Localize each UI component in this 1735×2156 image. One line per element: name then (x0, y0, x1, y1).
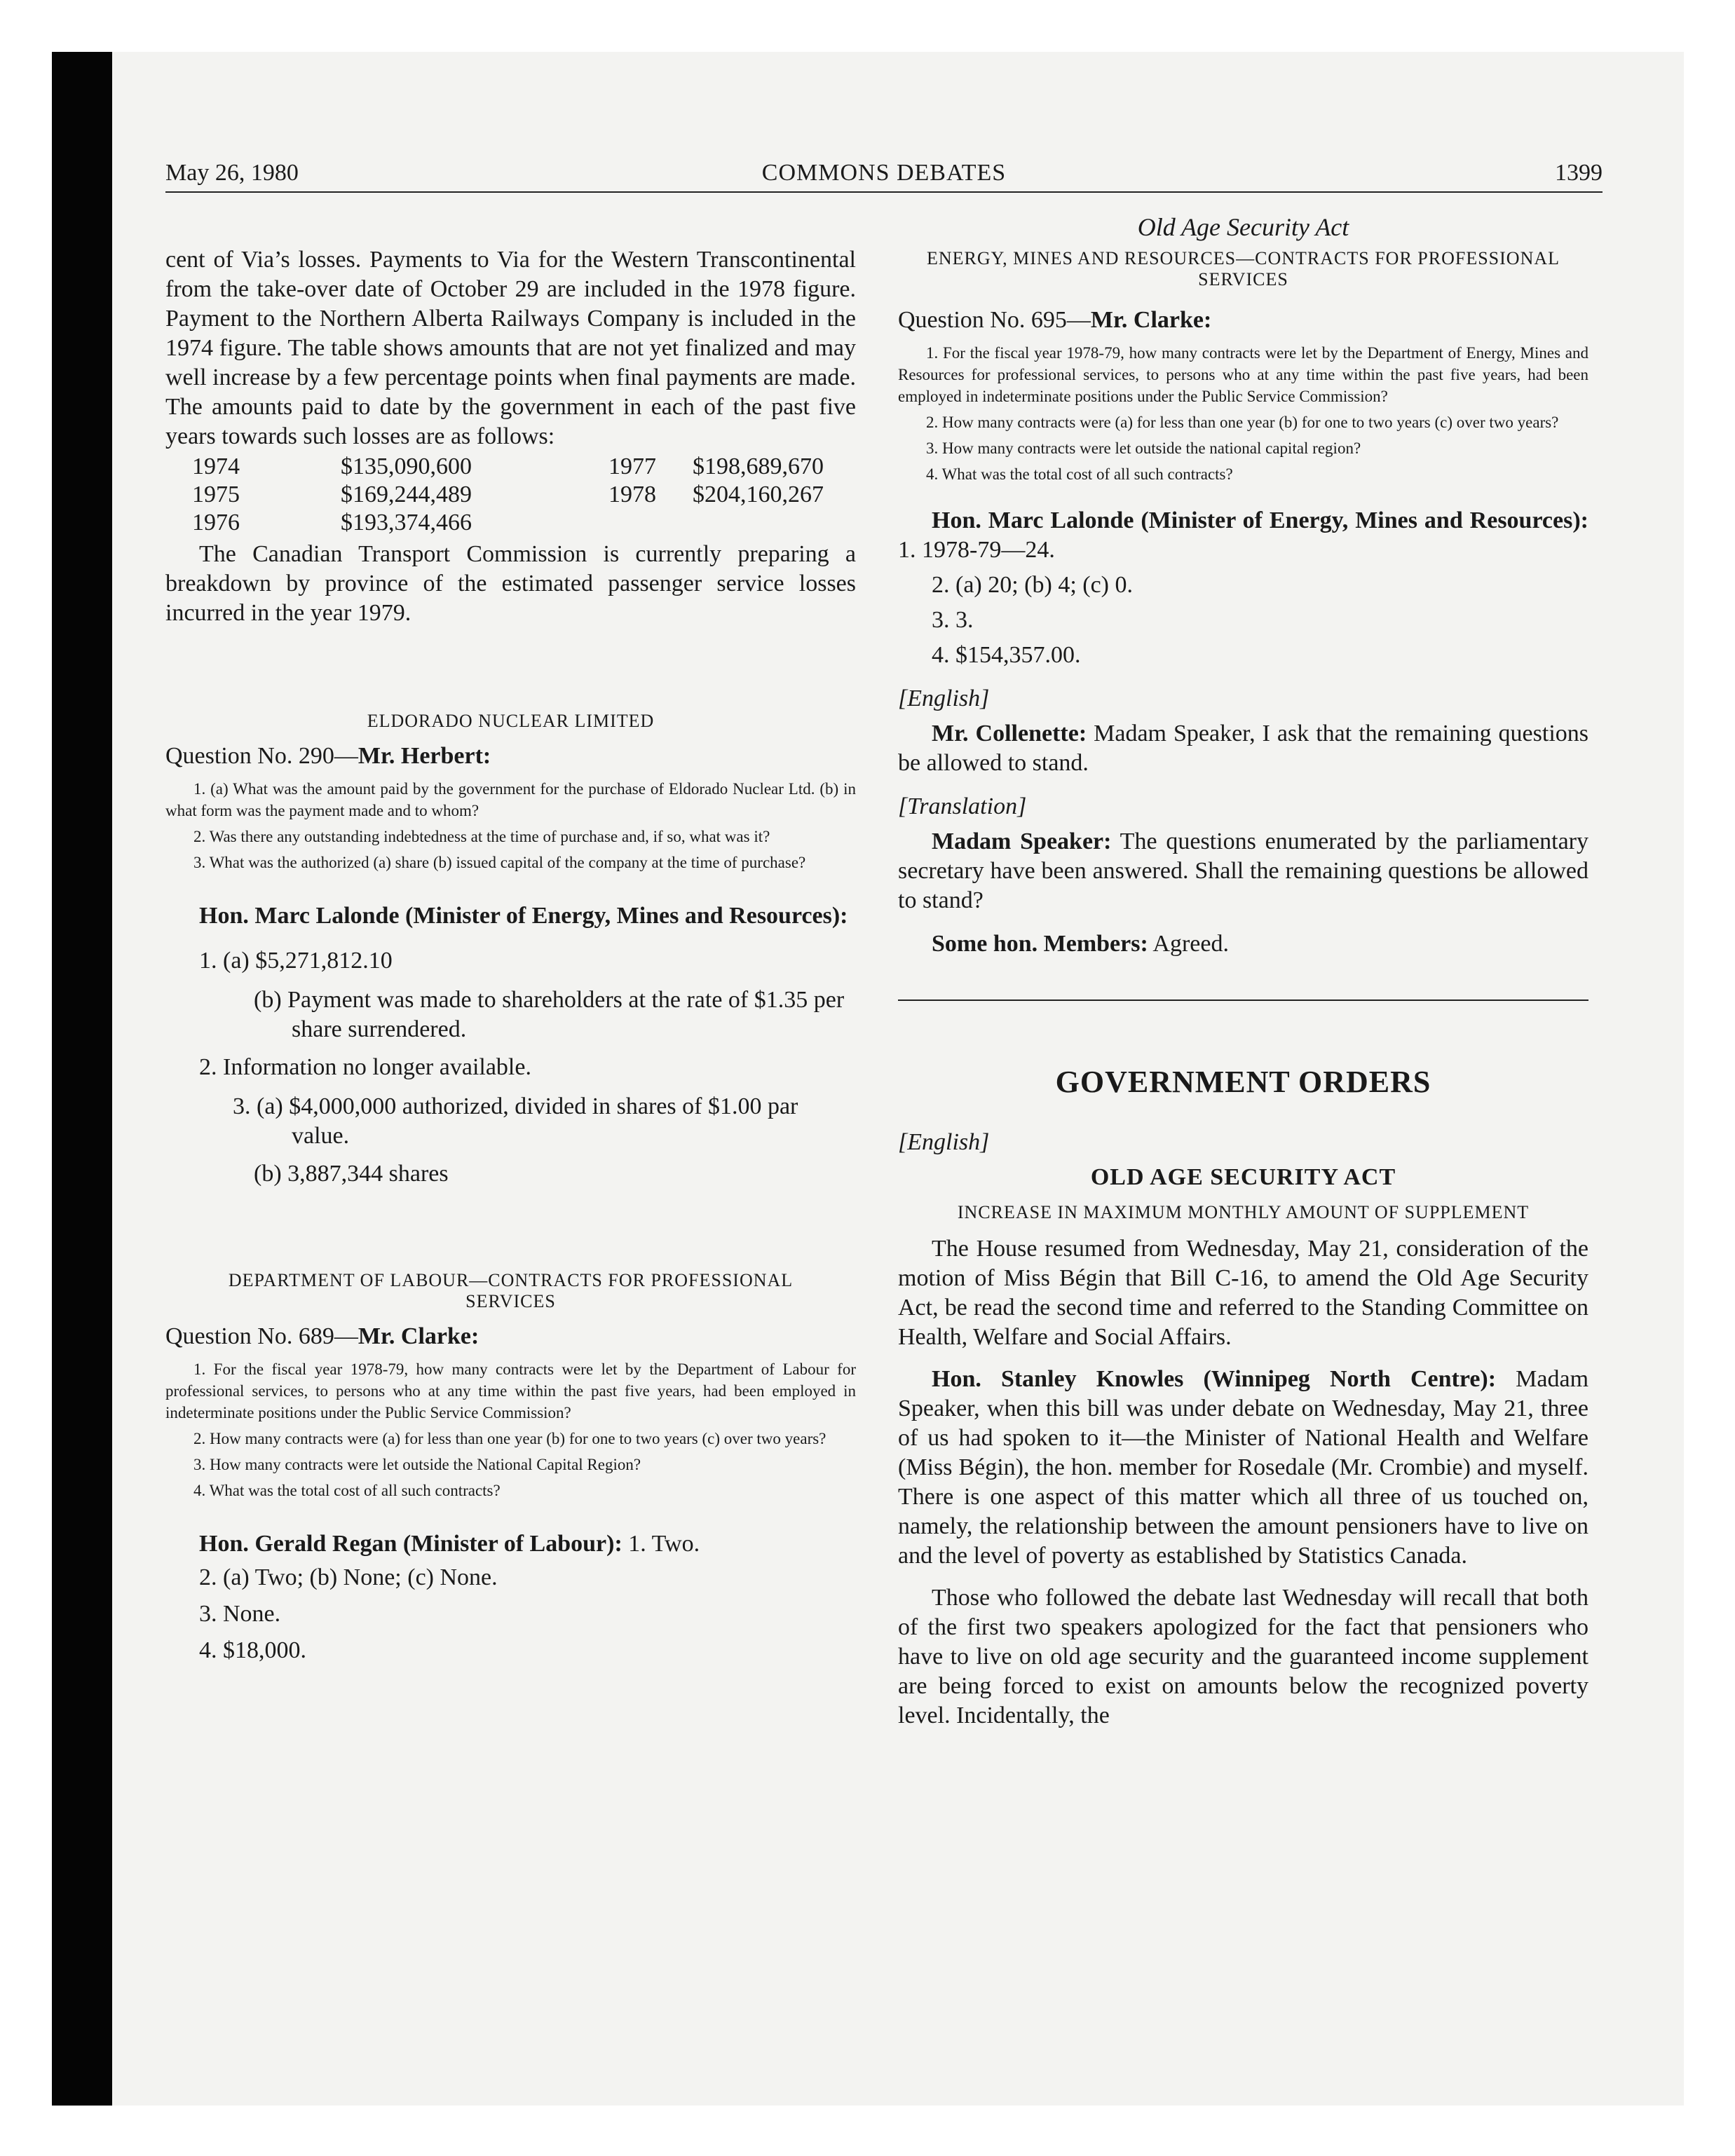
speech-text: Madam Speaker, when this bill was under debate on Wednesday, May 21, three of us had spoken to it—the Minister of National Health and Welfare (Miss Bégin), the hon. member for Rosedale (Mr. Crombie) and myself. There is one aspect of this matter which all three of us touched on, namely, the relationship between the amount pensioners have to live on and the level of poverty as established by Statistics Canada. (898, 1366, 1589, 1569)
language-label: [English] (898, 1129, 990, 1155)
resumed-paragraph: The House resumed from Wednesday, May 21, consideration of the motion of Miss Bégin that Bill C-16, to amend the Old Age Security Act, be read the second time and referred to the Standing Committee on Health, Welfare and Social Affairs. (898, 1236, 1588, 1350)
answer-item: 3. None. (199, 1601, 281, 1627)
left-column (165, 207, 856, 1665)
table-row (192, 509, 824, 537)
table-cell (608, 509, 693, 537)
question-member: Mr. Clarke: (358, 1323, 479, 1349)
section-heading: ENERGY, MINES AND RESOURCES—CONTRACTS FOR PROFESSIONAL SERVICES (927, 248, 1560, 289)
right-column (898, 207, 1588, 1731)
speaker-name: Hon. Stanley Knowles (Winnipeg North Centre): (932, 1366, 1497, 1392)
answer-item: 2. (a) 20; (b) 4; (c) 0. (932, 572, 1134, 598)
section-heading: DEPARTMENT OF LABOUR—CONTRACTS FOR PROFESSIONAL SERVICES (228, 1270, 794, 1311)
header-rule (165, 191, 1603, 193)
speech-text: Madam Speaker, I ask that the remaining questions be allowed to stand. (898, 721, 1589, 776)
question-number: Question No. 695— (898, 307, 1091, 333)
answer-speaker (165, 901, 856, 931)
question-item: 3. What was the authorized (a) share (b) issued capital of the company at the time of purchase? (193, 854, 806, 871)
question-heading (165, 742, 856, 771)
ctc-paragraph: The Canadian Transport Commission is currently preparing a breakdown by province of the estimated passenger service losses incurred in the year 1979. (165, 541, 856, 626)
table-cell: 1975 (192, 482, 240, 507)
question-heading (898, 306, 1588, 335)
speech-text: The questions enumerated by the parliamentary secretary have been answered. Shall the remaining questions be allowed to stand? (898, 828, 1588, 913)
language-label: [English] (898, 685, 990, 711)
speaker-name: Mr. Collenette: (932, 721, 1087, 746)
answer-list (165, 946, 856, 1189)
table-cell: 1977 (608, 453, 656, 479)
members-paragraph (898, 929, 1588, 959)
speaker-name: Some hon. Members: (932, 931, 1148, 957)
question-items (165, 1358, 856, 1501)
section-divider (898, 999, 1588, 1001)
question-item: 3. How many contracts were let outside the National Capital Region? (193, 1456, 641, 1473)
question-item: 1. For the fiscal year 1978-79, how many contracts were let by the Department of Energy, Mines and Resources for professional services, to persons who at any time within the past five years, had been employed in indeterminate positions under the Public Service Commission? (898, 344, 1588, 405)
language-label: [Translation] (898, 793, 1027, 819)
answer-item: 2. (a) Two; (b) None; (c) None. (199, 1564, 498, 1590)
table-cell: $198,689,670 (693, 453, 824, 479)
knowles-paragraph (898, 1365, 1588, 1571)
table-cell: 1978 (608, 482, 656, 507)
answer-text: 1. 1978-79—24. (898, 537, 1055, 563)
answer-paragraph (898, 506, 1588, 565)
question-item: 3. How many contracts were let outside the national capital region? (926, 439, 1361, 457)
answer-text: 1. Two. (622, 1531, 700, 1557)
section-heading: ELDORADO NUCLEAR LIMITED (367, 711, 655, 731)
question-item: 1. (a) What was the amount paid by the government for the purchase of Eldorado Nuclear Ltd. (b) in what form was the payment made and to whom? (165, 780, 856, 819)
binding-edge (52, 52, 112, 2106)
question-items (165, 778, 856, 873)
via-losses-paragraph: cent of Via’s losses. Payments to Via for the Western Transcontinental from the take-over date of October 29 are included in the 1978 figure. Payment to the Northern Alberta Railways Company is included in the 1974 figure. The table shows amounts that are not yet finalized and may well increase by a few percentage points when final payments are made. The amounts paid to date by the government in each of the past five years towards such losses are as follows: (165, 247, 856, 449)
running-head: Old Age Security Act (1137, 213, 1349, 241)
question-item: 2. How many contracts were (a) for less than one year (b) for one to two years (c) over two years? (193, 1430, 826, 1447)
answer-item: (b) Payment was made to shareholders at the rate of $1.35 per share surrendered. (254, 987, 845, 1042)
header-page-number: 1399 (1555, 160, 1603, 186)
answer-list (165, 1563, 856, 1665)
question-item: 4. What was the total cost of all such contracts? (193, 1482, 501, 1499)
speaker-name: Hon. Marc Lalonde (Minister of Energy, Mines and Resources): (932, 507, 1588, 533)
answer-list (898, 571, 1588, 670)
table-cell: 1974 (192, 453, 240, 479)
answer-paragraph (165, 1529, 856, 1559)
question-item: 4. What was the total cost of all such contracts? (926, 465, 1233, 483)
question-member: Mr. Clarke: (1090, 307, 1212, 333)
table-row (192, 481, 824, 509)
table-cell: $204,160,267 (693, 482, 824, 507)
table-row (192, 453, 824, 481)
speaker-name: Hon. Gerald Regan (Minister of Labour): (199, 1531, 622, 1557)
bill-subheading: INCREASE IN MAXIMUM MONTHLY AMOUNT OF SUPPLEMENT (957, 1202, 1530, 1222)
speaker-paragraph (898, 827, 1588, 915)
table-cell: 1976 (192, 510, 240, 535)
question-member: Mr. Herbert: (358, 743, 491, 769)
header-date: May 26, 1980 (165, 160, 299, 186)
header-title: COMMONS DEBATES (761, 160, 1007, 186)
bill-heading: OLD AGE SECURITY ACT (1090, 1164, 1396, 1190)
answer-item: 3. (a) $4,000,000 authorized, divided in shares of $1.00 par value. (233, 1093, 798, 1149)
table-cell: $193,374,466 (341, 510, 472, 535)
collenette-paragraph (898, 719, 1588, 778)
table-cell (693, 509, 824, 537)
answer-item: 1. (a) $5,271,812.10 (199, 948, 393, 974)
table-cell: $169,244,489 (341, 482, 472, 507)
speaker-name: Hon. Marc Lalonde (Minister of Energy, Mines and Resources): (199, 903, 848, 929)
government-orders-heading: GOVERNMENT ORDERS (1055, 1065, 1431, 1099)
followed-paragraph: Those who followed the debate last Wednesday will recall that both of the first two speakers apologized for the fact that pensioners who have to live on old age security and the guaranteed income supplement are being forced to exist on amounts below the recognized poverty level. Incidentally, the (898, 1585, 1588, 1728)
hansard-page (165, 0, 1603, 2156)
question-number: Question No. 689— (165, 1323, 358, 1349)
speech-text: Agreed. (1148, 931, 1229, 957)
question-item: 2. Was there any outstanding indebtedness at the time of purchase and, if so, what was it? (193, 828, 770, 845)
speaker-name: Madam Speaker: (932, 828, 1112, 854)
table-cell: $135,090,600 (341, 453, 472, 479)
question-item: 2. How many contracts were (a) for less than one year (b) for one to two years (c) over two years? (926, 414, 1559, 431)
question-item: 1. For the fiscal year 1978-79, how many contracts were let by the Department of Labour for professional services, to persons who at any time within the past five years, had been employed in indeterminate positions under the Public Service Commission? (165, 1360, 856, 1421)
page-header (165, 160, 1603, 193)
answer-item: 2. Information no longer available. (199, 1054, 531, 1080)
question-number: Question No. 290— (165, 743, 358, 769)
payments-table (192, 453, 824, 537)
answer-item: (b) 3,887,344 shares (254, 1161, 449, 1187)
question-heading (165, 1322, 856, 1351)
answer-item: 3. 3. (932, 607, 974, 633)
question-items (898, 342, 1588, 485)
answer-item: 4. $18,000. (199, 1637, 306, 1663)
answer-item: 4. $154,357.00. (932, 642, 1081, 668)
